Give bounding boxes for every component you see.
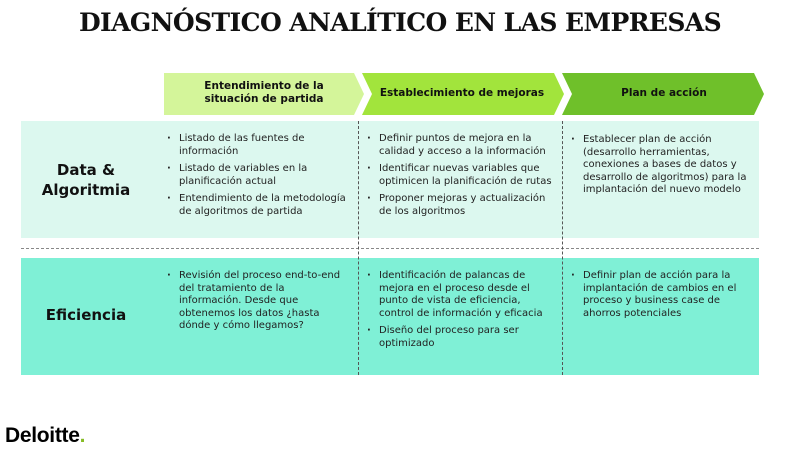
list-item: · Entendimiento de la metodología de algoritmos de partida xyxy=(166,193,346,218)
column-separator-1 xyxy=(358,121,359,375)
list-item: · Diseño del proceso para ser optimizado xyxy=(366,325,552,350)
list-item: · Establecer plan de acción (desarrollo herramientas, conexiones a bases de datos y desarrollo de algoritmos) para la implantación del nuevo modelo xyxy=(570,134,750,197)
phase-label-action-plan: Plan de acción xyxy=(621,86,707,99)
list-item: · Revisión del proceso end-to-end del tratamiento de la información. Desde que obtenemos los datos ¿hasta dónde y cómo llegamos? xyxy=(166,270,346,333)
phase-label-understanding: Entendimiento de la situación de partida xyxy=(204,80,324,105)
cell-data-action-plan xyxy=(570,134,750,202)
cell-data-understanding xyxy=(166,133,346,223)
logo-dot: . xyxy=(79,424,86,447)
page-title: DIAGNÓSTICO ANALÍTICO EN LAS EMPRESAS xyxy=(78,8,722,37)
cell-data-improvements xyxy=(366,133,554,223)
logo-text: Deloitte xyxy=(5,424,80,447)
list-item: · Definir plan de acción para la implantación de cambios en el proceso y business case de ahorros potenciales xyxy=(570,270,750,320)
row-separator xyxy=(21,248,759,249)
row-title-eficiencia: Eficiencia xyxy=(45,306,127,324)
list-item: · Proponer mejoras y actualización de los algoritmos xyxy=(366,193,554,218)
column-separator-2 xyxy=(562,121,563,375)
cell-efficiency-action-plan xyxy=(570,270,750,325)
deloitte-logo xyxy=(5,424,85,448)
row-title-data-algoritmia: Data & Algoritmia xyxy=(41,161,131,199)
list-item: · Definir puntos de mejora en la calidad y acceso a la información xyxy=(366,133,554,158)
list-item: · Identificar nuevas variables que optimicen la planificación de rutas xyxy=(366,163,554,188)
cell-efficiency-improvements xyxy=(366,270,552,355)
phase-label-improvements: Establecimiento de mejoras xyxy=(379,86,545,99)
list-item: · Listado de las fuentes de información xyxy=(166,133,346,158)
cell-efficiency-understanding xyxy=(166,270,346,338)
list-item: · Listado de variables en la planificación actual xyxy=(166,163,346,188)
list-item: · Identificación de palancas de mejora en el proceso desde el punto de vista de eficiencia, control de información y eficacia xyxy=(366,270,552,320)
